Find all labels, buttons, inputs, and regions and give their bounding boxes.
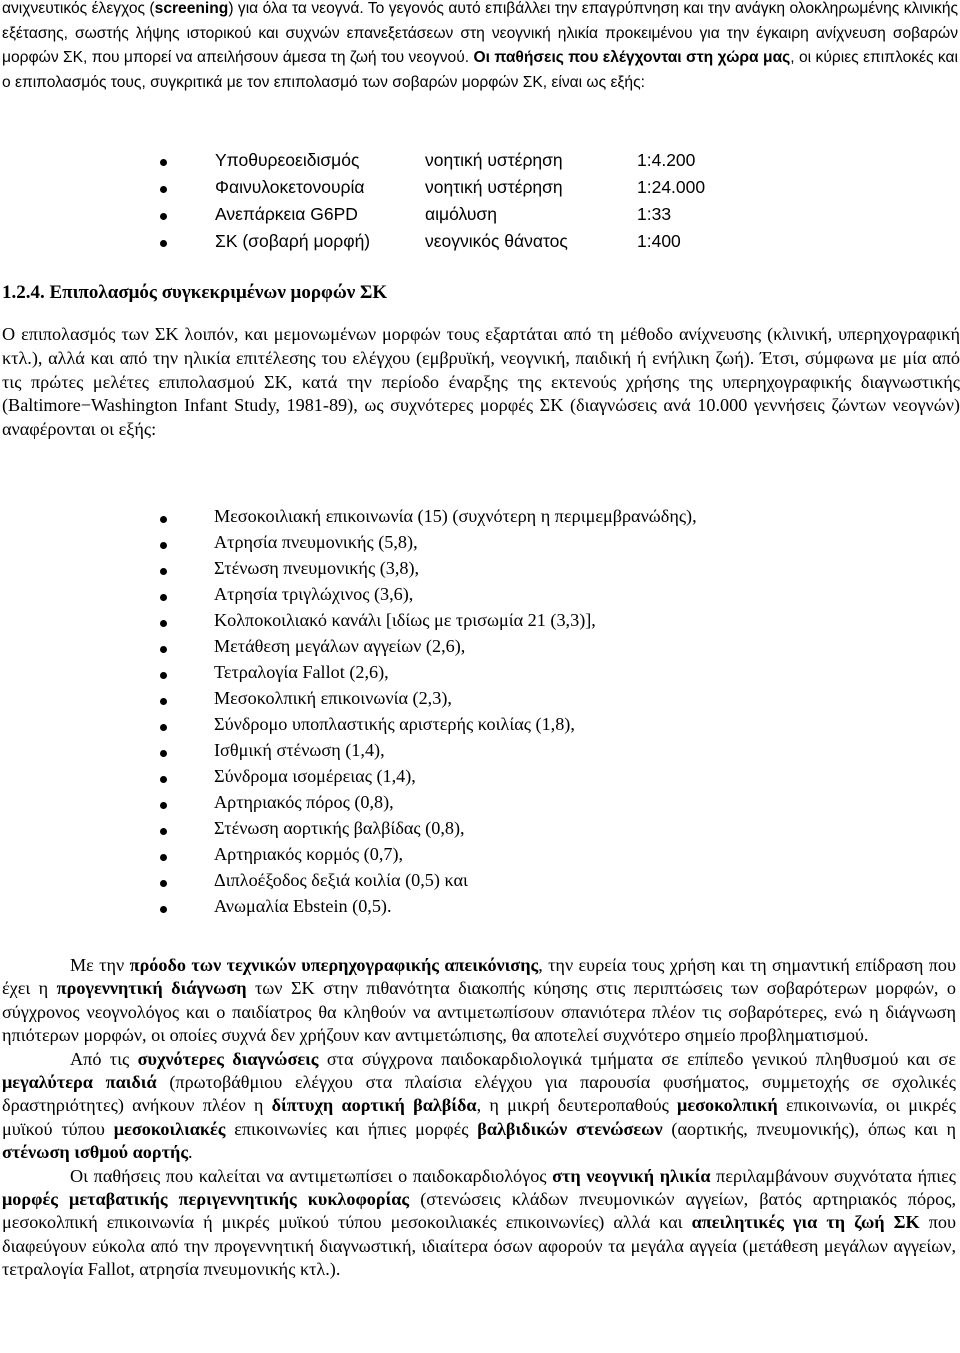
bold-run: μεσοκοιλιακές	[113, 1118, 226, 1139]
complication-cell: αιμόλυση	[425, 204, 497, 224]
bullet-icon	[160, 828, 167, 835]
bullet-icon	[160, 854, 167, 861]
condition-cell: ΣΚ (σοβαρή μορφή)	[215, 231, 371, 251]
bullet-icon	[160, 750, 167, 757]
intro-bold: Οι παθήσεις που ελέγχονται στη χώρα μας	[473, 49, 791, 67]
section-paragraph: Ο επιπολασμός των ΣΚ λοιπόν, και μεμονωμένων μορφών τους εξαρτάται από τη μέθοδο ανίχνευσης (κλινική, υπερηχογραφική κτλ.), αλλά και από την ηλικία επιτέλεσης του ελέγχου (εμβρυϊκή, νεογνική, παιδική ή ενήλικη ζωή). Έτσι, σύμφωνα με μία από τις πρώτες μελέτες επιπολασμού ΣΚ, κατά την περίοδο έναρξης της εκτενούς χρήσης της υπερηχογραφικής διαγνωστικής (Baltimore−Washington Infant Study, 1981-89), ως συχνότερες μορφές ΣΚ (διαγνώσεις ανά 10.000 γεννήσεις ζώντων νεογνών) αναφέρονται οι εξής:	[2, 324, 960, 440]
prevalence-cell: 1:24.000	[637, 177, 706, 197]
bullet-icon	[160, 724, 167, 731]
text-run: (πρωτοβάθμιου ελέγχου στα πλαίσια ελέγχου για παρουσία φυσήματος, συμμετοχής σε σχολικές δραστηριότητες) ανήκουν πλέον η	[2, 1072, 956, 1116]
bold-run: προγεννητική διάγνωση	[56, 978, 247, 999]
bold-run: στένωση ισθμού αορτής	[2, 1142, 189, 1163]
section-heading: 1.2.4. Επιπολασμός συγκεκριμένων μορφών ΣΚ	[2, 282, 388, 303]
bullet-icon	[160, 620, 167, 627]
list-item-text: Ισθμική στένωση (1,4),	[214, 740, 385, 760]
prevalence-cell: 1:4.200	[637, 150, 696, 170]
bullet-icon	[160, 542, 167, 549]
bullet-icon	[160, 186, 167, 193]
bullet-icon	[160, 516, 167, 523]
list-item-text: Ατρησία τριγλώχινος (3,6),	[214, 584, 414, 604]
bullet-icon	[160, 776, 167, 783]
text-run: (αορτικής, πνευμονικής), όπως και η	[662, 1118, 956, 1139]
bold-run: δίπτυχη αορτική βαλβίδα	[271, 1095, 477, 1116]
list-item-text: Ανωμαλία Ebstein (0,5).	[214, 896, 392, 916]
intro-text: ανιχνευτικός έλεγχος (	[2, 0, 155, 17]
bullet-icon	[160, 213, 167, 220]
list-item-text: Διπλοέξοδος δεξιά κοιλία (0,5) και	[214, 870, 468, 890]
intro-bold-screening: screening	[154, 0, 229, 17]
bold-run: απειλητικές για τη ζωή ΣΚ	[691, 1212, 920, 1233]
list-item-text: Μεσοκολπική επικοινωνία (2,3),	[214, 688, 452, 708]
list-item-text: Στένωση πνευμονικής (3,8),	[214, 558, 420, 578]
list-item-text: Αρτηριακός πόρος (0,8),	[214, 792, 394, 812]
bullet-icon	[160, 698, 167, 705]
prevalence-cell: 1:400	[637, 231, 681, 251]
text-run: , η μικρή δευτεροπαθούς	[476, 1095, 678, 1116]
bullet-icon	[160, 802, 167, 809]
condition-cell: Φαινυλοκετονουρία	[215, 177, 365, 197]
bold-run: μεσοκολπική	[677, 1095, 778, 1116]
list-item-text: Στένωση αορτικής βαλβίδας (0,8),	[214, 818, 465, 838]
list-item-text: Κολποκοιλιακό κανάλι [ιδίως με τρισωμία 21 (3,3)],	[214, 610, 596, 630]
list-item-text: Μετάθεση μεγάλων αγγείων (2,6),	[214, 636, 466, 656]
paragraph-frequent-diagnoses	[0, 1048, 958, 1165]
bold-run: μορφές μεταβατικής περιγεννητικής κυκλοφορίας	[2, 1189, 410, 1210]
bullet-icon	[160, 646, 167, 653]
closing-paragraphs	[0, 954, 958, 1282]
text-run: επικοινωνία, οι μικρές μυϊκού τύπου	[2, 1095, 956, 1139]
bold-run: πρόοδο των τεχνικών υπερηχογραφικής απεικόνισης	[129, 955, 539, 975]
list-item-text: Τετραλογία Fallot (2,6),	[214, 662, 389, 682]
complication-cell: νοητική υστέρηση	[425, 150, 563, 170]
paragraph-neonatal	[0, 1165, 958, 1282]
text-run: Από τις	[70, 1048, 138, 1069]
bullet-icon	[160, 672, 167, 679]
text-run: .	[188, 1142, 193, 1163]
complication-cell: νεογνικός θάνατος	[425, 231, 568, 251]
intro-text: , οι κύριες επιπλοκές και ο επιπολασμός τους, συγκριτικά με τον επιπολασμό των σοβαρών μορφών ΣΚ, είναι ως εξής:	[2, 49, 958, 91]
bullet-icon	[160, 240, 167, 247]
bullet-icon	[160, 594, 167, 601]
text-run: , την ευρεία τους χρήση και τη σημαντική επίδραση που έχει η	[2, 955, 956, 999]
intro-text: ) για όλα τα νεογνά. Το γεγονός αυτό επιβάλλει την επαγρύπνηση και την ανάγκη ολοκληρωμένης κλινικής εξέτασης, σωστής λήψης ιστορικού και συχνών επανεξετάσεων στη νεογνική ηλικία προκειμένου για την έγκαιρη ανίχνευση σοβαρών μορφών ΣΚ, που μπορεί να απειλήσουν άμεσα τη ζωή του νεογνού.	[2, 0, 959, 67]
bold-run: μεγαλύτερα παιδιά	[2, 1072, 157, 1093]
bullet-icon	[160, 906, 167, 913]
text-run: περιλαμβάνουν συχνότατα ήπιες	[710, 1165, 956, 1186]
condition-cell: Υποθυρεοειδισμός	[215, 150, 360, 170]
list-item-text: Αρτηριακός κορμός (0,7),	[214, 844, 404, 864]
condition-cell: Ανεπάρκεια G6PD	[215, 204, 358, 224]
bold-run: στη νεογνική ηλικία	[552, 1165, 711, 1186]
text-run: των ΣΚ στην πιθανότητα διακοπής κύησης στις περιπτώσεις των σοβαρότερων μορφών, ο σύγχρονος νεογνολόγος και ο παιδίατρος θα κληθούν να αντιμετωπίσουν σπανιότερα πλέον τις σοβαρότερες, ενώ η διάγνωση ηπιότερων μορφών, οι οποίες συχνά δεν χρήζουν καν αντιμετώπισης, θα αποτελεί συχνότερο σημείο προβληματισμού.	[2, 978, 956, 1046]
list-item-text: Ατρησία πνευμονικής (5,8),	[214, 532, 418, 552]
bold-run: συχνότερες διαγνώσεις	[137, 1048, 319, 1069]
prevalence-cell: 1:33	[637, 204, 672, 224]
intro-paragraph	[0, 0, 960, 95]
bullet-icon	[160, 159, 167, 166]
list-item-text: Σύνδρομα ισομέρειας (1,4),	[214, 766, 416, 786]
text-run: που διαφεύγουν εύκολα από την προγεννητική διαγνωστική, ιδιαίτερα όσων αφορούν τα μεγάλα αγγεία (μετάθεση μεγάλων αγγείων, τετραλογία Fallot, ατρησία πνευμονικής κτλ.).	[2, 1212, 957, 1280]
text-run: Οι παθήσεις που καλείται να αντιμετωπίσει ο παιδοκαρδιολόγος	[70, 1165, 553, 1186]
bullet-icon	[160, 880, 167, 887]
list-item-text: Σύνδρομο υποπλαστικής αριστερής κοιλίας (1,8),	[214, 714, 575, 734]
text-run: Με την	[70, 955, 130, 975]
text-run: στα σύγχρονα παιδοκαρδιολογικά τμήματα σε επίπεδο γενικού πληθυσμού και σε	[318, 1048, 956, 1069]
list-item-text: Μεσοκοιλιακή επικοινωνία (15) (συχνότερη η περιμεμβρανώδης),	[214, 506, 697, 526]
complication-cell: νοητική υστέρηση	[425, 177, 563, 197]
paragraph-prenatal	[0, 954, 958, 1048]
text-run: επικοινωνίες και ήπιες μορφές	[225, 1118, 478, 1139]
text-run: (στενώσεις κλάδων πνευμονικών αγγείων, βατός αρτηριακός πόρος, μεσοκολπική επικοινωνία ή μικρές μυϊκού τύπου μεσοκοιλιακές επικοινωνίες) αλλά και	[2, 1189, 956, 1233]
bold-run: βαλβιδικών στενώσεων	[477, 1118, 663, 1139]
bullet-icon	[160, 568, 167, 575]
